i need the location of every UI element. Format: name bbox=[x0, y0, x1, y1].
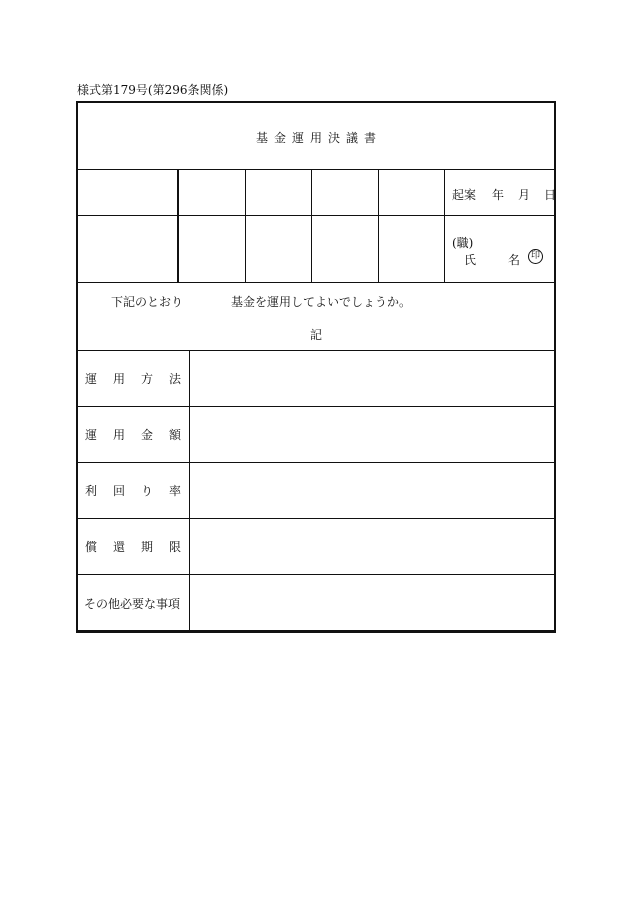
label-char: 用 bbox=[112, 428, 125, 442]
label-char: 用 bbox=[112, 372, 125, 386]
draft-label: 起案 bbox=[452, 188, 477, 202]
name-line bbox=[464, 251, 522, 268]
approval-cell[interactable] bbox=[246, 216, 312, 282]
approval-cell[interactable] bbox=[78, 170, 179, 215]
month-label: 月 bbox=[518, 188, 531, 202]
item-row-redemption bbox=[78, 519, 554, 575]
day-label: 日 bbox=[544, 188, 557, 202]
item-label bbox=[78, 575, 190, 631]
label-char: 金 bbox=[140, 428, 153, 442]
form-title: 基金運用決議書 bbox=[255, 131, 382, 145]
request-prefix: 下記のとおり bbox=[111, 295, 184, 309]
ki-label: 記 bbox=[309, 328, 322, 342]
draft-date bbox=[452, 186, 558, 203]
post-label: (職) bbox=[452, 236, 474, 250]
label-char: り bbox=[140, 484, 153, 498]
other-field[interactable] bbox=[190, 575, 554, 631]
item-label bbox=[78, 519, 190, 574]
label-char: 額 bbox=[168, 428, 181, 442]
approval-cell[interactable] bbox=[379, 216, 445, 282]
approval-cell[interactable] bbox=[179, 170, 246, 215]
item-row-other bbox=[78, 575, 554, 631]
approval-cell[interactable] bbox=[312, 216, 379, 282]
resolution-form bbox=[76, 101, 556, 633]
yield-field[interactable] bbox=[190, 463, 554, 518]
item-row-yield bbox=[78, 463, 554, 519]
item-row-amount bbox=[78, 407, 554, 463]
approval-cell[interactable] bbox=[179, 216, 246, 282]
approval-row-bottom bbox=[78, 216, 554, 283]
approval-cell[interactable] bbox=[312, 170, 379, 215]
surname-label: 氏 bbox=[464, 253, 477, 267]
seal-icon: 印 bbox=[528, 249, 543, 264]
label-char: 利 bbox=[85, 484, 98, 498]
item-row-method bbox=[78, 351, 554, 407]
item-label bbox=[78, 351, 190, 406]
item-label bbox=[78, 463, 190, 518]
label-text: その他必要な事項 bbox=[84, 596, 181, 611]
label-char: 限 bbox=[168, 540, 181, 554]
signer-cell[interactable] bbox=[445, 216, 554, 282]
label-char: 法 bbox=[168, 372, 181, 386]
year-label: 年 bbox=[492, 188, 505, 202]
redemption-field[interactable] bbox=[190, 519, 554, 574]
label-char: 償 bbox=[85, 540, 98, 554]
label-char: 運 bbox=[85, 428, 98, 442]
request-body: 基金を運用してよいでしょうか。 bbox=[231, 295, 412, 309]
request-row bbox=[78, 283, 554, 351]
approval-cell[interactable] bbox=[78, 216, 179, 282]
approval-row-top bbox=[78, 170, 557, 216]
label-char: 率 bbox=[168, 484, 181, 498]
label-char: 期 bbox=[140, 540, 153, 554]
given-name-label: 名 bbox=[508, 253, 521, 267]
form-number: 様式第179号(第296条関係) bbox=[77, 83, 229, 97]
approval-cell[interactable] bbox=[379, 170, 445, 215]
label-char: 運 bbox=[85, 372, 98, 386]
method-field[interactable] bbox=[190, 351, 554, 406]
amount-field[interactable] bbox=[190, 407, 554, 462]
draft-date-cell[interactable] bbox=[445, 170, 557, 215]
title-row bbox=[78, 103, 554, 170]
request-text bbox=[111, 293, 411, 310]
item-label bbox=[78, 407, 190, 462]
label-char: 方 bbox=[140, 372, 153, 386]
label-char: 回 bbox=[112, 484, 125, 498]
label-char: 還 bbox=[112, 540, 125, 554]
approval-cell[interactable] bbox=[246, 170, 312, 215]
